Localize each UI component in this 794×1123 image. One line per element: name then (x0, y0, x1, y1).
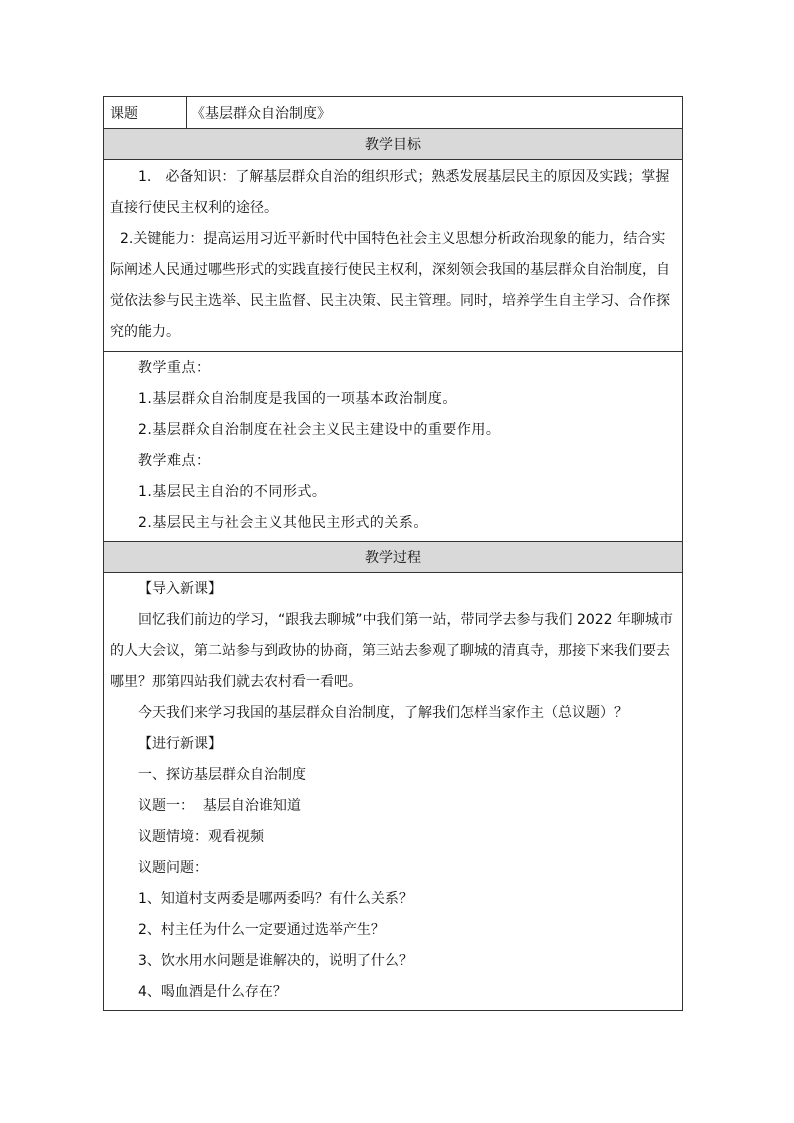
difficulty-heading: 教学难点： (138, 453, 211, 469)
process-cell (104, 573, 683, 1011)
questions-heading: 议题问题： (138, 860, 208, 876)
difficulty-item: 2.基层民主与社会主义其他民主形式的关系。 (138, 515, 428, 531)
intro-text: 回忆我们前边的学习，“跟我去聊城”中我们第一站，带同学去参与我们 2022 年聊城市的人大会议，第二站参与到政协的协商，第三站去参观了聊城的清真寺，那接下来我们要去哪里？那第四站我们就去农村看一看吧。 (110, 612, 674, 690)
process-row (104, 573, 683, 1011)
objectives-cell (104, 160, 683, 352)
new-lesson-heading: 【进行新课】 (138, 736, 222, 752)
focus-heading: 教学重点： (138, 360, 211, 376)
lesson-plan-table (103, 96, 683, 1011)
key-points-cell (104, 352, 683, 542)
topic-line: 议题一： 基层自治谁知道 (138, 798, 301, 814)
intro-heading: 【导入新课】 (138, 581, 222, 597)
focus-item: 1.基层群众自治制度是我国的一项基本政治制度。 (138, 391, 457, 407)
situation-line: 议题情境：观看视频 (138, 829, 264, 845)
objectives-heading-row (104, 129, 683, 160)
lesson-title: 《基层群众自治制度》 (187, 97, 683, 129)
process-heading: 教学过程 (104, 542, 683, 573)
question-item: 2、村主任为什么一定要通过选举产生？ (138, 922, 385, 938)
question-item: 4、喝血酒是什么存在？ (138, 984, 287, 1000)
section-heading: 一、探访基层群众自治制度 (138, 767, 306, 783)
question-item: 1、知道村支两委是哪两委吗？有什么关系？ (138, 891, 413, 907)
objectives-row (104, 160, 683, 352)
objective-ability: 2.关键能力：提高运用习近平新时代中国特色社会主义思想分析政治现象的能力，结合实际阐述人民通过哪些形式的实践直接行使民主权利，深刻领会我国的基层群众自治制度，自觉依法参与民主选举、民主监督、民主决策、民主管理。同时，培养学生自主学习、合作探究的能力。 (110, 231, 670, 340)
difficulty-item: 1.基层民主自治的不同形式。 (138, 484, 327, 500)
lesson-title-row (104, 97, 683, 129)
focus-item: 2.基层群众自治制度在社会主义民主建设中的重要作用。 (138, 422, 501, 438)
process-heading-row (104, 542, 683, 573)
objectives-heading: 教学目标 (104, 129, 683, 160)
objective-knowledge: 1. 必备知识：了解基层群众自治的组织形式；熟悉发展基层民主的原因及实践；掌握直接行使民主权利的途径。 (110, 169, 670, 216)
lesson-label: 课题 (104, 97, 187, 129)
key-points-row (104, 352, 683, 542)
question-item: 3、饮水用水问题是谁解决的，说明了什么？ (138, 953, 413, 969)
theme-line: 今天我们来学习我国的基层群众自治制度，了解我们怎样当家作主（总议题）？ (138, 705, 628, 721)
